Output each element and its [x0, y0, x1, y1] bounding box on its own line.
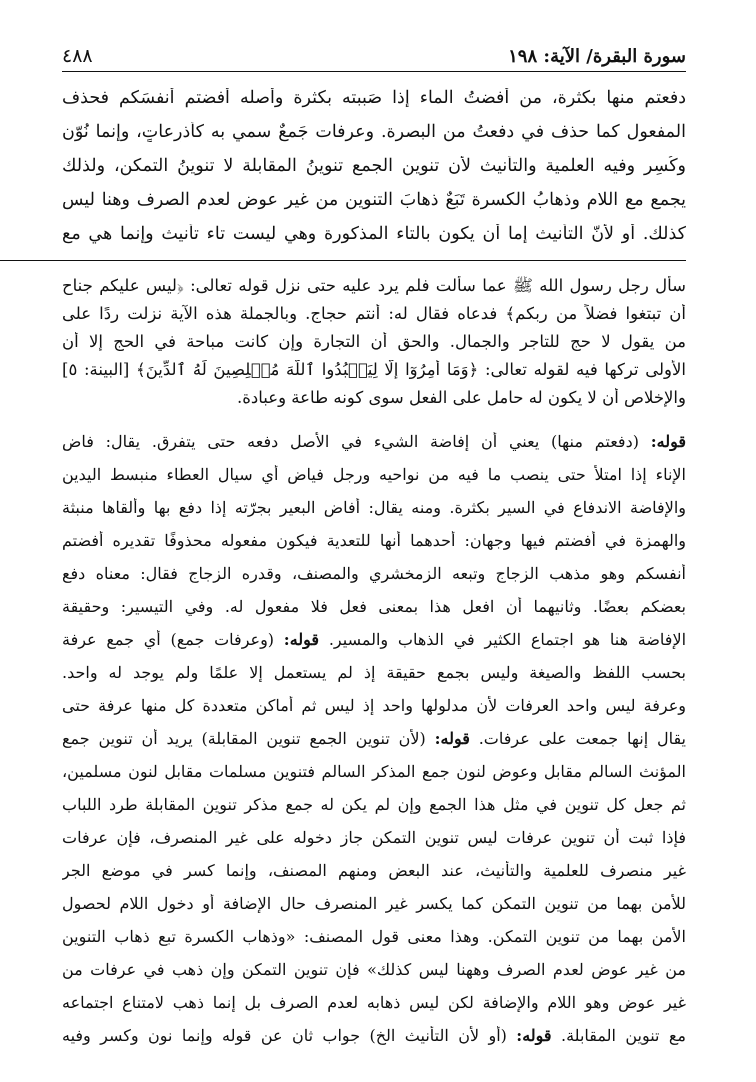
page-header [62, 38, 686, 72]
commentary-line: أنفسكم وهو مذهب الزجاج وتبعه الزمخشري والمصنف، وقدره الزجاج فقال: معناه دفع [62, 564, 686, 583]
commentary-line: والإفاضة الاندفاع في السير بكثرة. ومنه يقال: أفاض البعير بجرّته إذا دفع بها وألقاها منبثة [62, 498, 686, 517]
commentary-line: وعرفة ليس واحد العرفات لأن مدلولها واحد إذ ليس ثم أماكن متعددة كل منها عرفة حتى [62, 696, 686, 715]
main-line: يجمع مع اللام وذهابُ الكسرة تَبَعٌ ذهابَ التنوين من غير عوض لعدم الصرف وهنا ليس [62, 190, 686, 210]
qawluhu-label: قوله: [650, 432, 686, 451]
commentary-line: الإناء إذا امتلأ حتى ينصب ما فيه من نواحيه ورجل فياض أي سيال العطاء منبسط اليدين [62, 465, 686, 484]
footnote-separator [0, 260, 686, 261]
commentary-line: ثم جعل كل تنوين في مثل هذا الجمع وإن لم يكن له جمع مذكر تنوين المقابلة طرد اللباب [62, 795, 686, 814]
main-line: المفعول كما حذف في دفعتُ من البصرة. وعرفات جَمعٌ سمي به كأذرِعاتٍ، وإنما نُوّن [62, 122, 686, 142]
commentary-line: فإذا ثبت أن تنوين عرفات ليس تنوين التمكن جاز دخوله على غير المنصرف، فإن عرفات [62, 828, 686, 847]
commentary-line [62, 1026, 686, 1045]
commentary-line [62, 432, 686, 451]
commentary-text: (وعرفات جمع) أي جمع عرفة [62, 630, 284, 649]
commentary-line: من غير عوض لعدم الصرف وههنا ليس كذلك» فإن تنوين التمكن وإن ذهب في عرفات من [62, 960, 686, 979]
commentary-line [62, 729, 686, 748]
commentary-line: المؤنث السالم مقابل وعوض لنون جمع المذكر السالم فتنوين مسلمات مقابل لنون مسلمين، [62, 762, 686, 781]
commentary-line: والهمزة في أفضتم فيها وجهان: أحدهما أنها للتعدية فيكون مفعوله محذوفًا تقديره أفضتم [62, 531, 686, 550]
commentary-line: غير عوض وهو اللام والإضافة لكن ليس ذهابه لعدم الصرف بل إنما ذهب لامتناع اجتماعه [62, 993, 686, 1012]
footnote-line: والإخلاص أن لا يكون له حامل على الفعل سوى كونه طاعة وعبادة. [236, 388, 686, 407]
footnote-line: أن تبتغوا فضلاً من ربكم﴾ فدعاه فقال له: أنتم حجاج. وبالجملة هذه الآية نزلت ردًا على [62, 304, 686, 323]
commentary-line: الأمن بهما من تنوين التمكن. وهذا معنى قول المصنف: «وذهاب الكسرة تبع ذهاب التنوين [62, 927, 686, 946]
footnote-line: من يقول لا حج للتاجر والجمال. والحق أن التجارة وإن كانت مباحة في الحج إلا أن [62, 332, 686, 351]
surah-title: سورة البقرة/ الآية: ١٩٨ [508, 46, 686, 67]
qawluhu-label: قوله: [434, 729, 470, 748]
main-line: دفعتم منها بكثرة، من أفضتُ الماء إذا صَببته بكثرة وأصله أفضتم أنفسَكم فحذف [62, 88, 686, 108]
commentary-line: بحسب اللفظ والصيغة وليس بجمع حقيقة إذ لم يستعمل إلا علمًا ولم يوجد له واحد. [62, 663, 686, 682]
qawluhu-label: قوله: [516, 1026, 552, 1045]
commentary-line [62, 630, 686, 649]
footnote-line: الأولى تركها فيه لقوله تعالى: ﴿وَمَا أُمِرُوٓا إِلَّا لِيَعۡبُدُوا ٱللَّهَ مُخۡلِصِينَ لَهُ ٱلدِّينَ﴾ [البينة: ٥] [62, 360, 686, 379]
commentary-text: (أو لأن التأنيث الخ) جواب ثانٍ عن قوله وإنما نون وكسر وفيه [62, 1026, 517, 1045]
commentary-text: يقال إنها جمعت على عرفات. [469, 729, 686, 748]
main-line: كذلك. أو لأنّ التأنيث إما أن يكون بالتاء المذكورة وهي ليست تاء تأنيث وإنما هي مع [62, 224, 686, 244]
commentary-line: بعضكم بعضًا. وثانيهما أن افعل هذا بمعنى فعل فلا مفعول له. وفي التيسير: وحقيقة [62, 597, 686, 616]
commentary-line: غير منصرف للعلمية والتأنيث، عند البعض ومنهم المصنف، وإنما كسر في موضع الجر [62, 861, 686, 880]
qawluhu-label: قوله: [283, 630, 320, 649]
commentary-line: للأمن بهما من تنوين التمكن كما يكسر غير المنصرف حال الإضافة أو دخول اللام لحصول [62, 894, 686, 913]
commentary-text: (لأن تنوين الجمع تنوين المقابلة) يريد أن تنوين جمع [62, 729, 435, 748]
page-number: ٤٨٨ [62, 45, 93, 67]
commentary-text: الإفاضة هنا هو اجتماع الكثير في الذهاب والمسير. [319, 630, 686, 649]
commentary-text: (دفعتم منها) يعني أن إفاضة الشيء في الأصل دفعه حتى يتفرق. يقال: فاض [62, 432, 651, 451]
commentary-text: مع تنوين المقابلة. [551, 1026, 686, 1045]
footnote-line: سأل رجل رسول الله ﷺ عما سألت فلم يرد عليه حتى نزل قوله تعالى: ﴿ليس عليكم جناح [62, 276, 686, 295]
main-line: وكُسِر وفيه العلمية والتأنيث لأن تنوين الجمع تنوينُ المقابلة لا تنوينُ التمكن، ولذلك [62, 156, 686, 176]
